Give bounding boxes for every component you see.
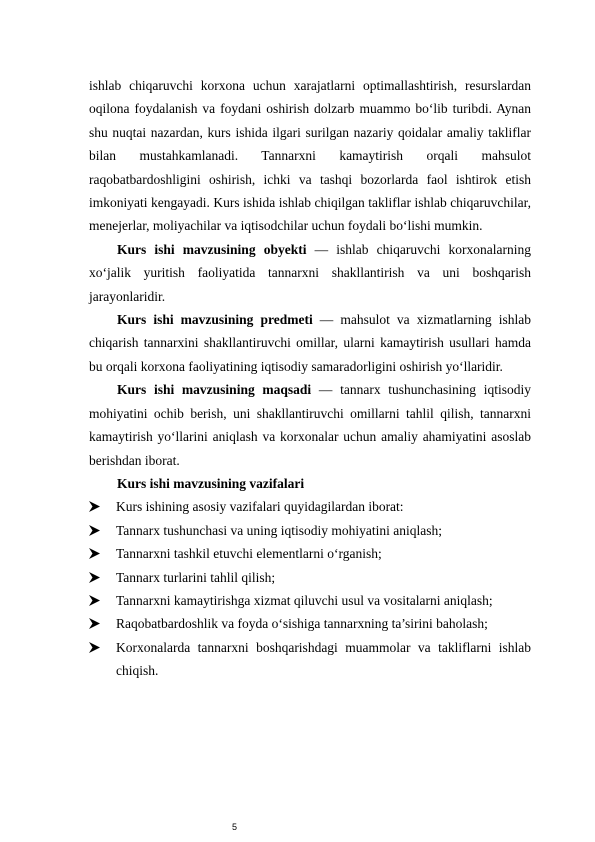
list-item: Korxonalarda tannarxni boshqarishdagi muammolar va takliflarni ishlab chiqish. [89,636,531,683]
document-body [89,74,531,683]
subject-text: — mahsulot va xizmatlarning ishlab chiqarish tannarxini shakllantiruvchi omillar, ularni kamaytirish usullari hamda bu orqali korxona faoliyatining iqtisodiy samaradorligini oshirish yo‘llaridir. [89,312,531,374]
goal-label: Kurs ishi mavzusining maqsadi [117,382,312,398]
goal-text: — tannarx tushunchasining iqtisodiy mohiyatini ochib berish, uni shakllantiruvchi omillarni tahlil qilish, tannarxni kamaytirish yo‘llarini aniqlash va korxonalar uchun amaliy ahamiyatini asoslab berishdan iborat. [89,382,531,468]
page-number: 5 [232,822,238,832]
arrow-right-icon [89,572,100,583]
arrow-right-icon [89,618,100,629]
list-item: Kurs ishining asosiy vazifalari quyidagilardan iborat: [89,495,531,518]
goal-paragraph [89,378,531,472]
arrow-right-icon [89,501,100,512]
tasks-list [89,495,531,682]
object-text: — ishlab chiqaruvchi korxonalarning xo‘jalik yuritish faoliyatida tannarxni shakllantirish va uni boshqarish jarayonlaridir. [89,241,531,304]
object-label: Kurs ishi mavzusining obyekti [117,241,307,257]
intro-paragraph: ishlab chiqaruvchi korxona uchun xarajatlarni optimallashtirish, resurslardan oqilona foydalanish va foydani oshirish dolzarb muammo bo‘lib turibdi. Aynan shu nuqtai nazardan, kurs ishida ilgari surilgan nazariy qoidalar amaliy takliflar bilan mustahkamlanadi. Tannarxni kamaytirish orqali mahsulot raqobatbardoshligini oshirish, ichki va tashqi bozorlarda faol ishtirok etish imkoniyati kengayadi. Kurs ishida ishlab chiqilgan takliflar ishlab chiqaruvchilar, menejerlar, moliyachilar va iqtisodchilar uchun foydali bo‘lishi mumkin. [89,78,531,234]
subject-label: Kurs ishi mavzusining predmeti [117,312,313,328]
object-paragraph [89,238,531,308]
list-item: Tannarx turlarini tahlil qilish; [89,566,531,589]
list-item: Tannarx tushunchasi va uning iqtisodiy mohiyatini aniqlash; [89,519,531,542]
arrow-right-icon [89,548,100,559]
arrow-right-icon [89,525,100,536]
list-item: Raqobatbardoshlik va foyda o‘sishiga tannarxning ta’sirini baholash; [89,612,531,635]
list-item: Tannarxni tashkil etuvchi elementlarni o‘rganish; [89,542,531,565]
tasks-heading: Kurs ishi mavzusining vazifalari [117,475,305,491]
arrow-right-icon [89,642,100,653]
arrow-right-icon [89,595,100,606]
subject-paragraph [89,308,531,378]
list-item: Tannarxni kamaytirishga xizmat qiluvchi usul va vositalarni aniqlash; [89,589,531,612]
